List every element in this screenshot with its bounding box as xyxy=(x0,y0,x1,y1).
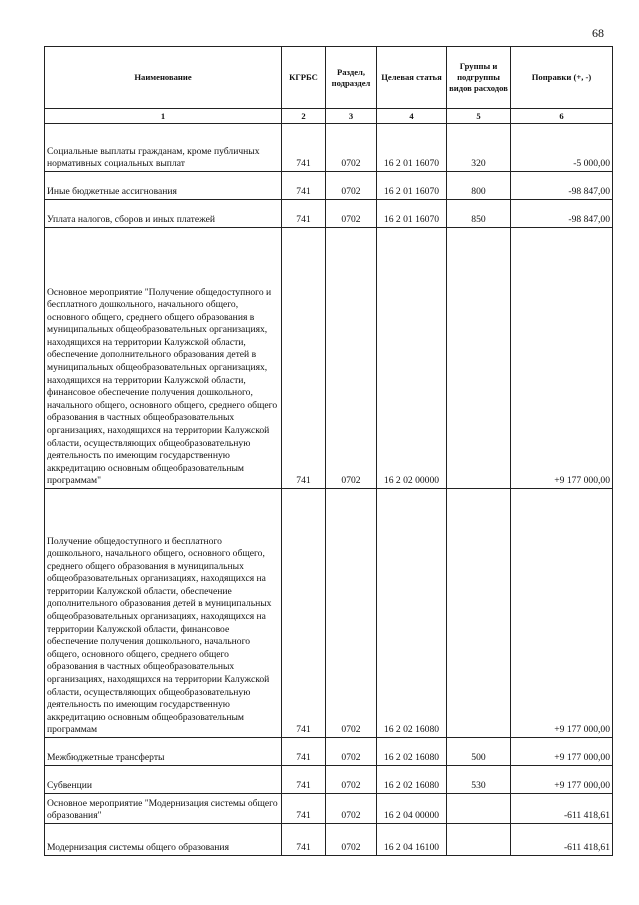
row-section: 0702 xyxy=(326,124,377,172)
row-amount: +9 177 000,00 xyxy=(511,489,613,738)
column-number: 5 xyxy=(447,109,511,124)
row-target: 16 2 01 16070 xyxy=(377,124,447,172)
row-target: 16 2 02 16080 xyxy=(377,766,447,794)
row-group xyxy=(447,794,511,824)
row-name: Иные бюджетные ассигнования xyxy=(45,172,282,200)
row-amount: +9 177 000,00 xyxy=(511,738,613,766)
table-row xyxy=(45,228,613,489)
row-name: Уплата налогов, сборов и иных платежей xyxy=(45,200,282,228)
column-number: 1 xyxy=(45,109,282,124)
budget-amendments-table xyxy=(44,46,613,856)
row-amount: -98 847,00 xyxy=(511,172,613,200)
row-name: Основное мероприятие "Модернизация системы общего образования" xyxy=(45,794,282,824)
row-amount: -611 418,61 xyxy=(511,824,613,856)
table-header-row xyxy=(45,47,613,109)
row-amount: -98 847,00 xyxy=(511,200,613,228)
row-name: Модернизация системы общего образования xyxy=(45,824,282,856)
table-row xyxy=(45,124,613,172)
header-name: Наименование xyxy=(45,47,282,109)
row-amount: -611 418,61 xyxy=(511,794,613,824)
header-kgrbs: КГРБС xyxy=(282,47,326,109)
row-group xyxy=(447,228,511,489)
row-target: 16 2 02 00000 xyxy=(377,228,447,489)
row-name: Получение общедоступного и бесплатного дошкольного, начального общего, основного общего, среднего общего образования в муниципальных общеобразовательных организациях, находящихся на территории Калужской области, обеспечение дополнительного образования детей в муниципальных общеобразовательных организациях, находящихся на территории Калужской области, финансовое обеспечение получения дошкольного, начального общего, основного общего, среднего общего образования в частных общеобразовательных организациях, находящихся на территории Калужской области, осуществляющих общеобразовательную деятельность по имеющим государственную аккредитацию основным общеобразовательным программам xyxy=(45,489,282,738)
row-kgrbs: 741 xyxy=(282,738,326,766)
column-number: 6 xyxy=(511,109,613,124)
row-kgrbs: 741 xyxy=(282,228,326,489)
row-section: 0702 xyxy=(326,738,377,766)
header-section: Раздел, подраздел xyxy=(326,47,377,109)
table-row xyxy=(45,172,613,200)
column-number: 2 xyxy=(282,109,326,124)
row-target: 16 2 02 16080 xyxy=(377,738,447,766)
row-name: Основное мероприятие "Получение общедоступного и бесплатного дошкольного, начального общего, основного общего, среднего общего образования в муниципальных общеобразовательных организациях, находящихся на территории Калужской области, обеспечение дополнительного образования детей в муниципальных общеобразовательных организациях, находящихся на территории Калужской области, финансовое обеспечение получения дошкольного, начального общего, основного общего, среднего общего образования в частных общеобразовательных организациях, находящихся на территории Калужской области, осуществляющих общеобразовательную деятельность по имеющим государственную аккредитацию основным общеобразовательным программам" xyxy=(45,228,282,489)
row-kgrbs: 741 xyxy=(282,200,326,228)
row-amount: -5 000,00 xyxy=(511,124,613,172)
row-target: 16 2 04 00000 xyxy=(377,794,447,824)
row-group: 500 xyxy=(447,738,511,766)
row-group xyxy=(447,489,511,738)
row-group: 800 xyxy=(447,172,511,200)
column-number: 3 xyxy=(326,109,377,124)
row-group: 320 xyxy=(447,124,511,172)
table-row xyxy=(45,489,613,738)
row-section: 0702 xyxy=(326,489,377,738)
row-group xyxy=(447,824,511,856)
row-target: 16 2 01 16070 xyxy=(377,172,447,200)
row-name: Межбюджетные трансферты xyxy=(45,738,282,766)
row-name: Социальные выплаты гражданам, кроме публичных нормативных социальных выплат xyxy=(45,124,282,172)
row-target: 16 2 04 16100 xyxy=(377,824,447,856)
row-section: 0702 xyxy=(326,172,377,200)
row-kgrbs: 741 xyxy=(282,766,326,794)
row-target: 16 2 02 16080 xyxy=(377,489,447,738)
row-kgrbs: 741 xyxy=(282,124,326,172)
header-expense-group: Группы и подгруппы видов расходов xyxy=(447,47,511,109)
row-section: 0702 xyxy=(326,794,377,824)
row-amount: +9 177 000,00 xyxy=(511,766,613,794)
row-kgrbs: 741 xyxy=(282,172,326,200)
header-target-article: Целевая статья xyxy=(377,47,447,109)
row-section: 0702 xyxy=(326,200,377,228)
row-section: 0702 xyxy=(326,228,377,489)
table-row xyxy=(45,766,613,794)
row-name: Субвенции xyxy=(45,766,282,794)
row-amount: +9 177 000,00 xyxy=(511,228,613,489)
column-number-row xyxy=(45,109,613,124)
row-kgrbs: 741 xyxy=(282,824,326,856)
header-amendments: Поправки (+, -) xyxy=(511,47,613,109)
row-group: 530 xyxy=(447,766,511,794)
table-row xyxy=(45,738,613,766)
column-number: 4 xyxy=(377,109,447,124)
row-kgrbs: 741 xyxy=(282,489,326,738)
row-target: 16 2 01 16070 xyxy=(377,200,447,228)
page-number: 68 xyxy=(592,26,604,40)
table-row xyxy=(45,824,613,856)
row-section: 0702 xyxy=(326,824,377,856)
row-section: 0702 xyxy=(326,766,377,794)
table-row xyxy=(45,794,613,824)
row-kgrbs: 741 xyxy=(282,794,326,824)
table-row xyxy=(45,200,613,228)
row-group: 850 xyxy=(447,200,511,228)
